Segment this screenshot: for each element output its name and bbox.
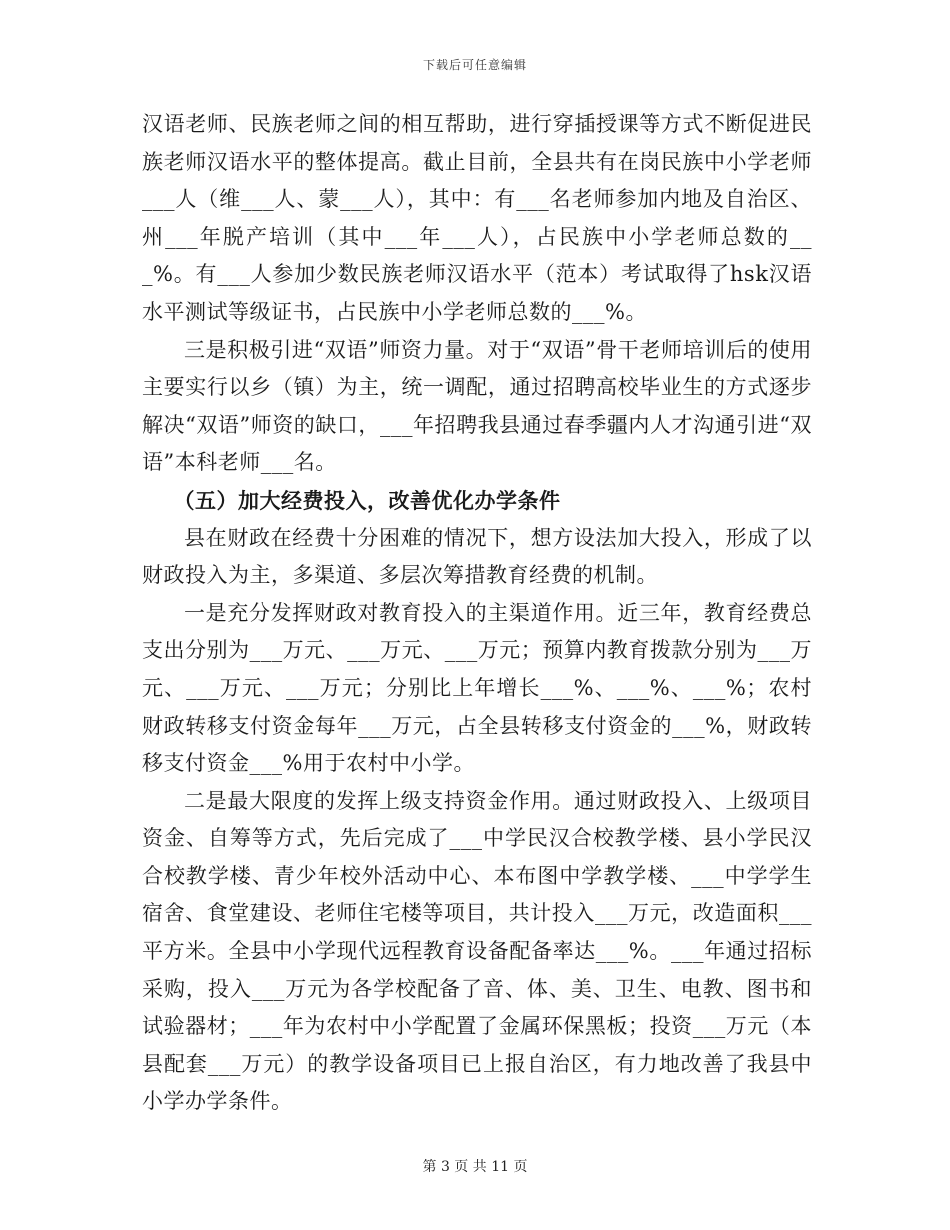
page-footer: 第 3 页 共 11 页 [422,1159,528,1175]
paragraph-funding-intro: 县在财政在经费十分困难的情况下，想方设法加大投入，形成了以财政投入为主，多渠道、多层次筹措教育经费的机制。 [142,525,812,588]
section-heading-funding: （五）加大经费投入，改善优化办学条件 [173,487,561,513]
paragraph-continuation: 汉语老师、民族老师之间的相互帮助，进行穿插授课等方式不断促进民族老师汉语水平的整体提高。截止目前，全县共有在岗民族中小学老师___人（维___人、蒙___人），其中：有___名老师参加内地及自治区、州___年脱产培训（其中___年___人），占民族中小学老师总数的___%。有___人参加少数民族老师汉语水平（范本）考试取得了hsk汉语水平测试等级证书，占民族中小学老师总数的___%。 [142,112,812,324]
paragraph-higher-level-funds: 二是最大限度的发挥上级支持资金作用。通过财政投入、上级项目资金、自筹等方式，先后完成了___中学民汉合校教学楼、县小学民汉合校教学楼、青少年校外活动中心、本布图中学教学楼、___中学学生宿舍、食堂建设、老师住宅楼等项目，共计投入___万元，改造面积___平方米。全县中小学现代远程教育设备配备率达___%。___年通过招标采购，投入___万元为各学校配备了音、体、美、卫生、电教、图书和试验器材；___年为农村中小学配置了金属环保黑板；投资___万元（本县配套___万元）的教学设备项目已上报自治区，有力地改善了我县中小学办学条件。 [142,788,812,1114]
page-header: 下载后可任意编辑 [422,58,527,72]
paragraph-fiscal-investment: 一是充分发挥财政对教育投入的主渠道作用。近三年，教育经费总支出分别为___万元、___万元、___万元；预算内教育拨款分别为___万元、___万元、___万元；分别比上年增长___%、___%、___%；农村财政转移支付资金每年___万元，占全县转移支付资金的___%，财政转移支付资金___%用于农村中小学。 [142,600,812,776]
document-body [142,106,812,1121]
paragraph-bilingual-teachers: 三是积极引进“双语”师资力量。对于“双语”骨干老师培训后的使用主要实行以乡（镇）为主，统一调配，通过招聘高校毕业生的方式逐步解决“双语”师资的缺口，___年招聘我县通过春季疆内人才沟通引进“双语”本科老师___名。 [142,337,812,475]
